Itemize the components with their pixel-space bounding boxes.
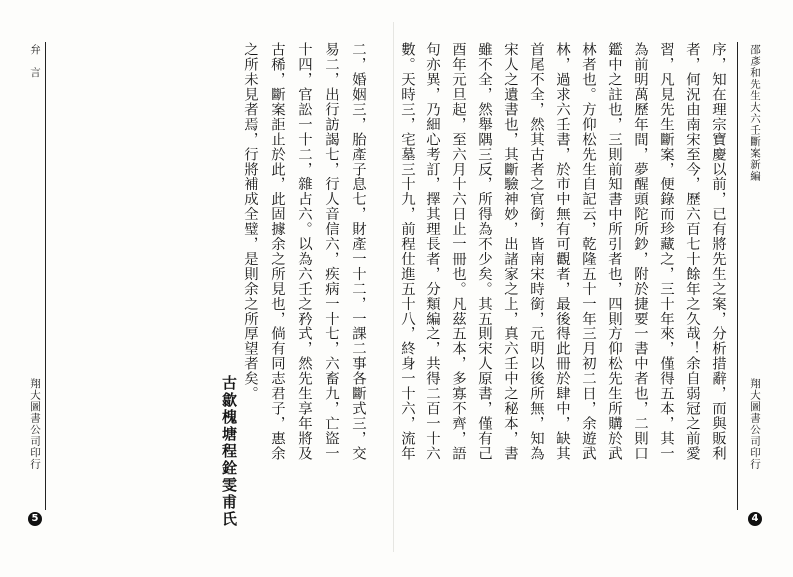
left-text-column-5: 之所未見者焉，行將補成全璧，是則余之所厚望者矣。 xyxy=(242,42,258,401)
left-header-title: 弁 言 xyxy=(29,44,41,79)
right-text-column-6: 林者也。方仰松先生自記云，乾隆五十一年三月初二日，余遊武 xyxy=(580,42,596,461)
right-text-column-1: 序，知在理宗寶慶以前，已有將先生之案，分析措辭，而與販利 xyxy=(710,42,726,461)
page-gutter xyxy=(393,22,394,552)
right-text-column-2: 者，何況由南宋至今，歷六百七十餘年之久哉！余自弱冠之前愛 xyxy=(684,42,700,461)
right-text-column-9: 宋人之遺書也，其斷驗神妙，出諸家之上，真六壬中之秘本，書 xyxy=(502,42,518,461)
right-text-column-7: 林，過求六壬書，於市中無有可觀者，最後得此冊於肆中，缺其 xyxy=(554,42,570,461)
right-text-column-5: 鑑中之註也，三則前知書中所引者也，四則方仰松先生所購於武 xyxy=(606,42,622,461)
right-text-column-12: 句亦異，乃細心考訂，擇其理長者，分類編之，共得二百一十六 xyxy=(424,42,440,461)
right-text-column-3: 習，凡見先生斷案，便錄而珍藏之，三十年來，僅得五本，其一 xyxy=(658,42,674,461)
right-header-rule xyxy=(737,42,738,510)
right-page-number: 4 xyxy=(748,512,762,526)
right-text-column-4: 為前明萬歷年間，夢醒頭陀所鈔，附於捷要一書中者也，二則口 xyxy=(632,42,648,461)
left-publisher: 翔大圖書公司印行 xyxy=(29,378,41,470)
right-text-column-11: 酉年元旦起，至六月十六日止一冊也。凡茲五本，多寡不齊，語 xyxy=(450,42,466,461)
right-text-column-8: 首尾不全，然其古者之官銜，皆南宋時銜，元明以後所無，知為 xyxy=(528,42,544,461)
left-text-column-4: 古稀，斷案詎止於此，此固據余之所見也，倘有同志君子，惠余 xyxy=(269,42,285,461)
right-header-title: 邵彥和先生大六壬斷案新編 xyxy=(749,44,761,182)
left-text-column-3: 十四，官訟一十二，雜占六。以為六壬之矜式，然先生享年將及 xyxy=(296,42,312,461)
left-header-rule xyxy=(45,42,46,510)
right-text-column-13: 數。天時三，宅墓三十九，前程仕進五十八，終身一十六，流年 xyxy=(399,42,415,461)
right-publisher: 翔大圖書公司印行 xyxy=(749,378,761,470)
left-text-column-1: 二，婚姻三，胎產子息七，財產一十二，一課二事各斷式三，交 xyxy=(350,42,366,461)
left-text-column-2: 易二，出行訪謁七，行人音信六，疾病一十七，六畜九，亡盜一 xyxy=(323,42,339,461)
author-signature: 古歙槐塘程銓雯甫氏 xyxy=(220,375,238,528)
left-page-number: 5 xyxy=(28,512,42,526)
right-text-column-10: 雖不全，然舉隅三反，所得為不少矣。其五則宋人原書，僅有己 xyxy=(476,42,492,461)
